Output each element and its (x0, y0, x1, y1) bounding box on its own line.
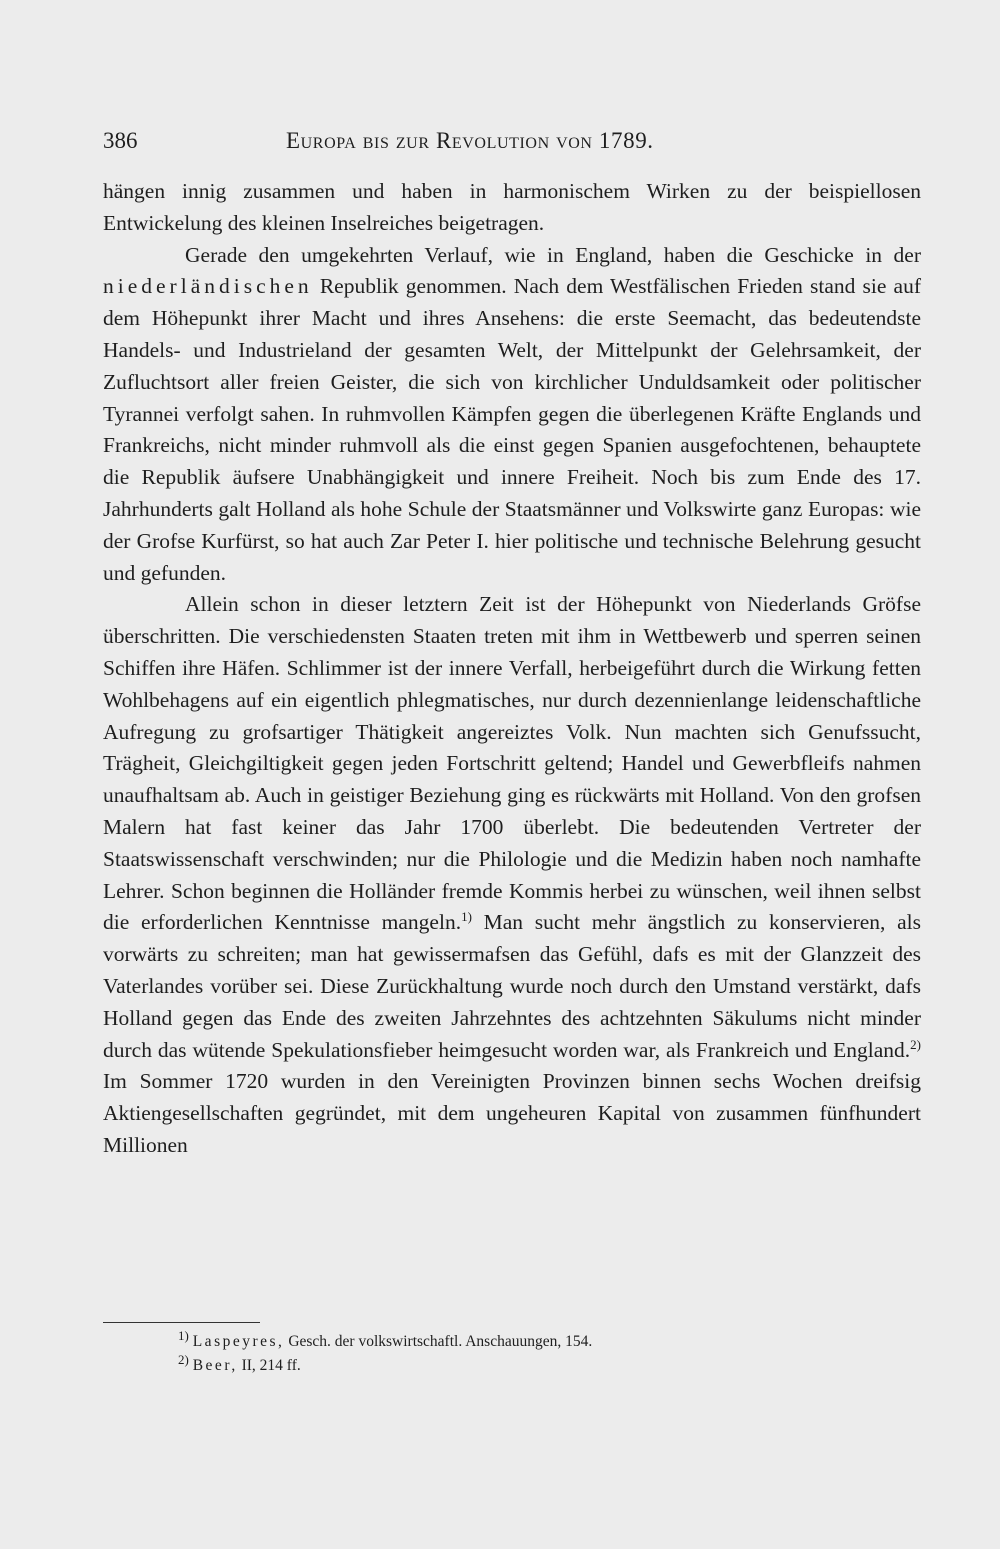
spaced-emphasis: niederländischen (103, 274, 313, 299)
footnote-author: Laspeyres, (192, 1333, 285, 1350)
paragraph-3 (103, 589, 921, 1161)
footnote-text: Gesch. der volkswirtschaftl. Anschauungen, 154. (284, 1333, 593, 1350)
footnote-marker: 1) (178, 1327, 189, 1343)
footnote-author: Beer, (192, 1357, 238, 1374)
footnote-marker: 2) (178, 1351, 189, 1367)
paragraph-2-text-before: Gerade den umgekehrten Verlauf, wie in England, haben die Geschicke in der (185, 242, 921, 267)
footnote-ref-1[interactable]: 1) (461, 909, 472, 925)
page-number: 386 (103, 128, 138, 153)
paragraph-2-text-after: Republik genommen. Nach dem Westfälischen Frieden stand sie auf dem Höhepunkt ihrer Macht und ihres Ansehens: die erste Seemacht, das bedeutendste Handels- und Industrieland der gesamten Welt, der Mittelpunkt der Gelehrsamkeit, der Zufluchtsort aller freien Geister, die sich von kirchlicher Unduldsamkeit oder politischer Tyrannei verfolgt sahen. In ruhmvollen Kämpfen gegen die überlegenen Kräfte Englands und Frankreichs, nicht minder ruhmvoll als die einst gegen Spanien ausgefochtenen, behauptete die Republik äufsere Unabhängigkeit und innere Freiheit. Noch bis zum Ende des 17. Jahrhunderts galt Holland als hohe Schule der Staatsmänner und Volkswirte ganz Europas: wie der Grofse Kurfürst, so hat auch Zar Peter I. hier politische und technische Belehrung gesucht und gefunden. (103, 274, 922, 585)
paragraph-3-text-1: Allein schon in dieser letztern Zeit ist der Höhepunkt von Niederlands Gröfse überschritten. Die verschiedensten Staaten treten mit ihm in Wettbewerb und sperren seinen Schiffen ihre Häfen. Schlimmer ist der innere Verfall, herbeigeführt durch die Wirkung fetten Wohlbehagens auf ein eigentlich phlegmatisches, nur durch dezennienlange leidenschaftliche Aufregung zu grofsartiger Thätigkeit angereiztes Volk. Nun machten sich Genufssucht, Trägheit, Gleichgiltigkeit gegen jeden Fortschritt geltend; Handel und Gewerbfleifs nahmen unaufhaltsam ab. Auch in geistiger Beziehung ging es rückwärts mit Holland. Von den grofsen Malern hat fast keiner das Jahr 1700 überlebt. Die bedeutenden Vertreter der Staatswissenschaft verschwinden; nur die Philologie und die Medizin haben noch namhafte Lehrer. Schon beginnen die Holländer fremde Kommis herbei zu wünschen, weil ihnen selbst die erforderlichen Kenntnisse mangeln. (103, 592, 921, 935)
running-title: Europa bis zur Revolution von 1789. (286, 128, 654, 153)
footnote-1 (178, 1327, 778, 1354)
footnote-2 (178, 1351, 778, 1378)
paragraph-3-text-3: Im Sommer 1720 wurden in den Vereinigten Provinzen binnen sechs Wochen dreifsig Aktiengesellschaften gegründet, mit dem ungeheuren Kapital von zusammen fünfhundert Millionen (103, 1069, 921, 1157)
footnote-divider (103, 1322, 260, 1323)
paragraph-3-text-2: Man sucht mehr ängstlich zu konservieren, als vorwärts zu schreiten; man hat gewissermafsen das Gefühl, dafs es mit der Glanzzeit des Vaterlandes vorüber sei. Diese Zurückhaltung wurde noch durch den Umstand verstärkt, dafs Holland gegen das Ende des zweiten Jahrzehntes des achtzehnten Säkulums nicht minder durch das wütende Spekulationsfieber heimgesucht worden war, als Frankreich und England. (103, 910, 921, 1062)
paragraph-2 (103, 240, 921, 590)
footnote-ref-2[interactable]: 2) (910, 1036, 921, 1052)
body-text (103, 176, 921, 1162)
page-header (100, 124, 922, 160)
footnotes (178, 1327, 778, 1378)
paragraph-1: hängen innig zusammen und haben in harmonischem Wirken zu der beispiellosen Entwickelung des kleinen Inselreiches beigetragen. (103, 179, 921, 235)
footnote-text: II, 214 ff. (237, 1357, 301, 1374)
